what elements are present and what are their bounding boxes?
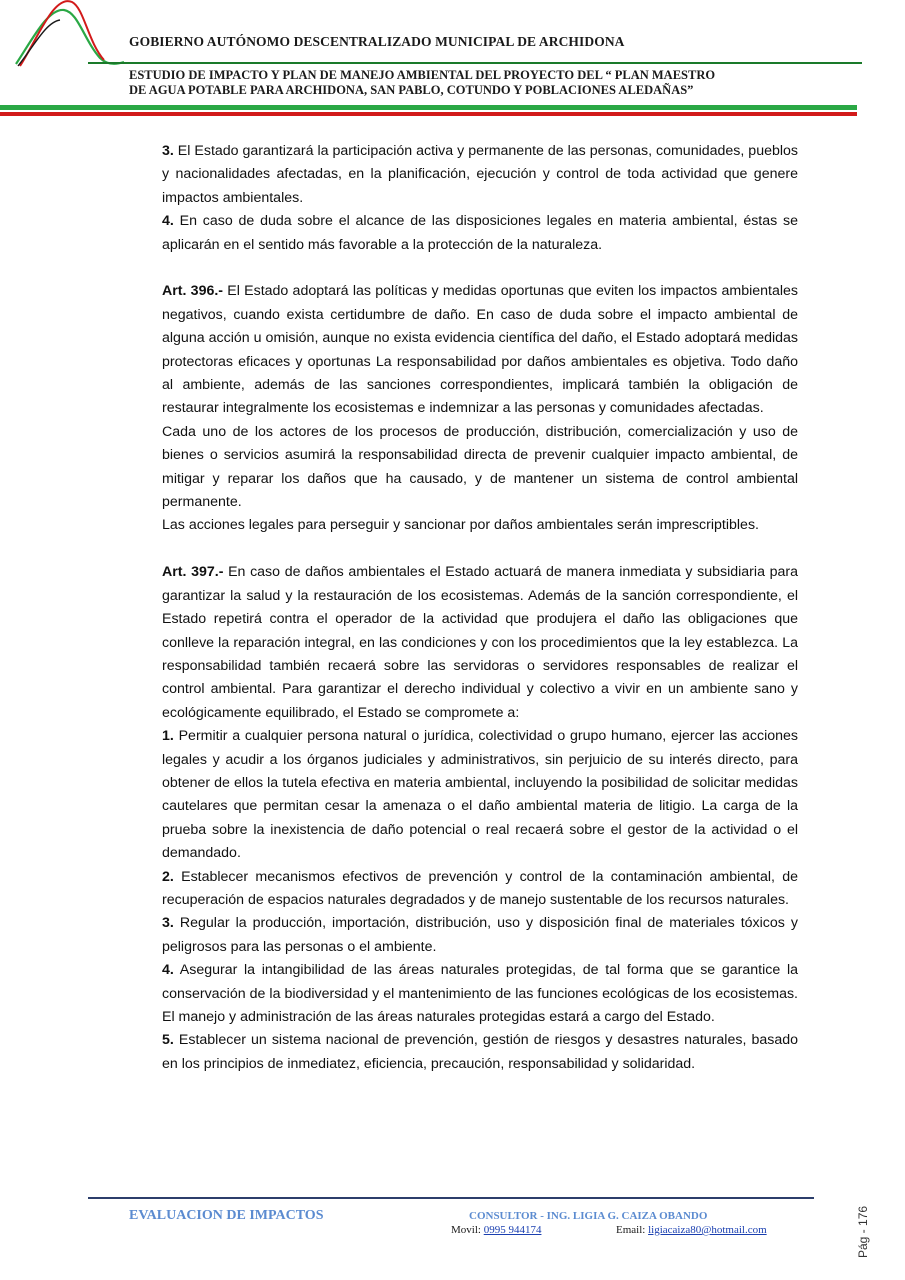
footer-contact [451, 1224, 791, 1236]
header-red-band [0, 112, 857, 116]
list-item-1: 1. Permitir a cualquier persona natural o jurídica, colectividad o grupo humano, ejercer las acciones legales y acudir a los órganos judiciales y administrativos, sin perjuicio de su interés directo, para obtener de ellos la tutela efectiva en materia ambiental, incluyendo la posibilidad de solicitar medidas cautelares que permitan cesar la amenaza o el daño ambiental materia de litigio. La carga de la prueba sobre la inexistencia de daño potencial o real recaerá sobre el gestor de la actividad o el demandado. [162, 728, 798, 862]
paragraph-item-4: 4. En caso de duda sobre el alcance de las disposiciones legales en materia ambiental, éstas se aplicarán en el sentido más favorable a la protección de la naturaleza. [162, 213, 798, 253]
item-number: 4. [162, 213, 174, 230]
mobile-link[interactable]: 0995 944174 [483, 1224, 542, 1236]
article-label: Art. 397.- [162, 564, 224, 581]
project-title-line-1: ESTUDIO DE IMPACTO Y PLAN DE MANEJO AMBIENTAL DEL PROYECTO DEL “ PLAN MAESTRO [129, 68, 716, 82]
item-number: 1. [162, 728, 174, 745]
article-396-paragraph-3: Las acciones legales para perseguir y sancionar por daños ambientales serán imprescriptibles. [162, 517, 759, 534]
paragraph-item-3: 3. El Estado garantizará la participación activa y permanente de las personas, comunidades, pueblos y nacionalidades afectadas, en la planificación, ejecución y control de toda actividad que genere impactos ambientales. [162, 143, 798, 206]
list-item-3: 3. Regular la producción, importación, distribución, uso y disposición final de materiales tóxicos y peligrosos para las personas o el ambiente. [162, 915, 798, 955]
footer-consultant: CONSULTOR - ING. LIGIA G. CAIZA OBANDO [469, 1210, 708, 1222]
item-number: 4. [162, 962, 174, 979]
footer-section-title: EVALUACION DE IMPACTOS [129, 1208, 324, 1223]
footer-rule [88, 1197, 814, 1199]
project-title-line-2: DE AGUA POTABLE PARA ARCHIDONA, SAN PABLO, COTUNDO Y POBLACIONES ALEDAÑAS” [129, 83, 694, 97]
page-number: Pág - 176 [856, 1205, 870, 1258]
organization-title: GOBIERNO AUTÓNOMO DESCENTRALIZADO MUNICIPAL DE ARCHIDONA [129, 34, 625, 49]
mobile-label: Movil: [451, 1224, 484, 1236]
item-number: 5. [162, 1032, 174, 1049]
item-number: 3. [162, 143, 174, 159]
project-title [129, 68, 829, 98]
header-green-band [0, 105, 857, 110]
document-body [162, 140, 798, 1076]
list-item-5: 5. Establecer un sistema nacional de prevención, gestión de riesgos y desastres naturales, basado en los principios de inmediatez, eficiencia, precaución, responsabilidad y solidaridad. [162, 1032, 798, 1072]
email-link[interactable]: ligiacaiza80@hotmail.com [648, 1224, 767, 1236]
mountain-logo-icon [14, 0, 124, 68]
item-number: 3. [162, 915, 174, 932]
item-number: 2. [162, 868, 174, 885]
article-396-paragraph-2: Cada uno de los actores de los procesos de producción, distribución, comercialización y uso de bienes o servicios asumirá la responsabilidad directa de prevenir cualquier impacto ambiental, de mitigar y reparar los daños que ha causado, y de mantener un sistema de control ambiental permanente. [162, 423, 798, 511]
article-label: Art. 396.- [162, 283, 224, 300]
email-label: Email: [616, 1224, 649, 1236]
article-397: Art. 397.- En caso de daños ambientales el Estado actuará de manera inmediata y subsidiaria para garantizar la salud y la restauración de los ecosistemas. Además de la sanción correspondiente, el Estado repetirá contra el operador de la actividad que produjera el daño las obligaciones que conlleve la reparación integral, en las condiciones y con los procedimientos que la ley establezca. La responsabilidad también recaerá sobre las servidoras o servidores responsables de realizar el control ambiental. Para garantizar el derecho individual y colectivo a vivir en un ambiente sano y ecológicamente equilibrado, el Estado se compromete a: [162, 564, 798, 721]
list-item-4: 4. Asegurar la intangibilidad de las áreas naturales protegidas, de tal forma que se garantice la conservación de la biodiversidad y el mantenimiento de las funciones ecológicas de los ecosistemas. El manejo y administración de las áreas naturales protegidas estará a cargo del Estado. [162, 962, 798, 1025]
article-396: Art. 396.- El Estado adoptará las políticas y medidas oportunas que eviten los impactos ambientales negativos, cuando exista certidumbre de daño. En caso de duda sobre el impacto ambiental de alguna acción u omisión, aunque no exista evidencia científica del daño, el Estado adoptará medidas protectoras eficaces y oportunas La responsabilidad por daños ambientales es objetiva. Todo daño al ambiente, además de las sanciones correspondientes, implicará también la obligación de restaurar integralmente los ecosistemas e indemnizar a las personas y comunidades afectadas. [162, 283, 798, 417]
email-group [616, 1224, 767, 1236]
header-rule [88, 62, 862, 64]
list-item-2: 2. Establecer mecanismos efectivos de prevención y control de la contaminación ambiental, de recuperación de espacios naturales degradados y de manejo sustentable de los recursos naturales. [162, 868, 798, 908]
